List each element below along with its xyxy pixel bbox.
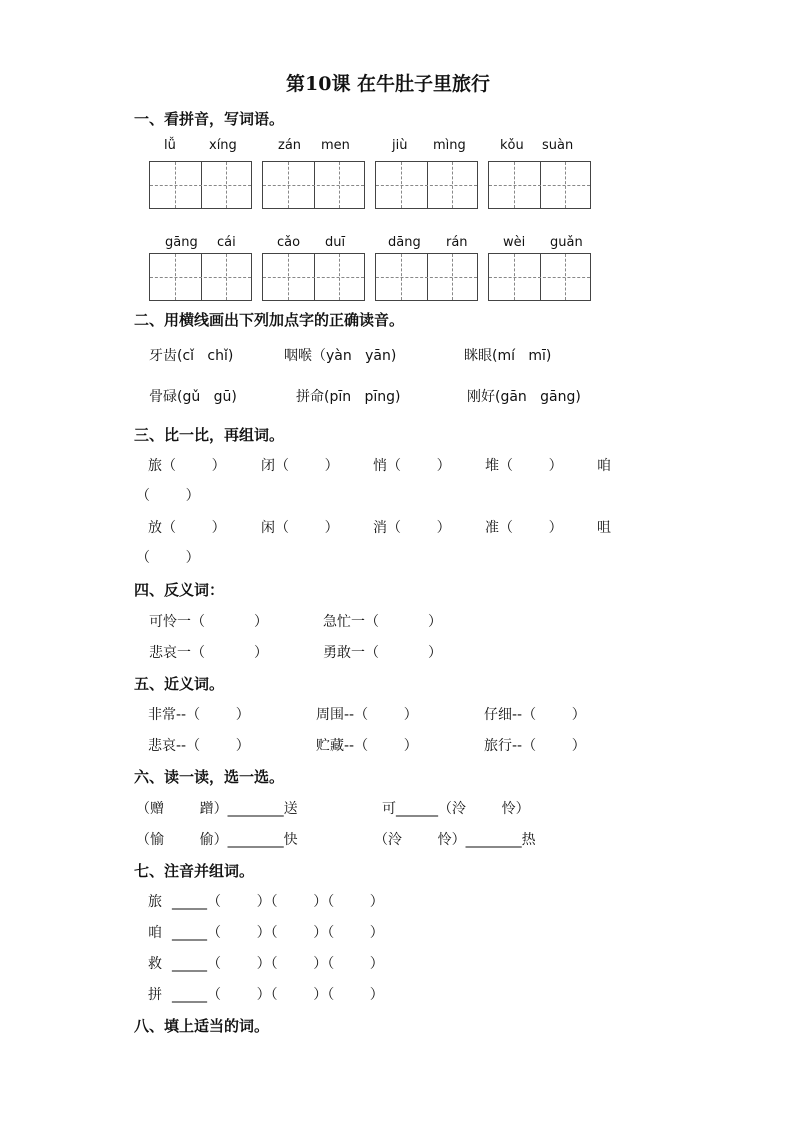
phonetic-char: 咱 — [148, 925, 162, 941]
compare-item[interactable]: 闭（ ） — [261, 458, 339, 474]
synonym-item[interactable]: 非常--（ ） — [148, 707, 250, 723]
compare-item: 咱 — [597, 458, 611, 474]
pinyin-label: zán — [278, 138, 302, 153]
antonym-item[interactable]: 悲哀一（ ） — [149, 645, 268, 661]
synonym-item[interactable]: 旅行--（ ） — [484, 738, 586, 754]
compare-item[interactable]: 堆（ ） — [485, 458, 563, 474]
phonetic-char: 拼 — [148, 987, 162, 1003]
writing-grid[interactable] — [488, 161, 591, 209]
choice-item[interactable]: （赠 蹭）________送 — [136, 801, 298, 817]
phonetic-blanks[interactable]: _____（ ）（ ）（ ） — [172, 956, 384, 972]
compare-item[interactable]: 放（ ） — [148, 520, 226, 536]
reading-item[interactable]: 牙齿(cǐ chǐ) — [149, 348, 234, 364]
synonym-item[interactable]: 仔细--（ ） — [484, 707, 586, 723]
reading-item[interactable]: 骨碌(gǔ gū) — [149, 389, 237, 405]
pinyin-label: kǒu — [500, 138, 524, 153]
reading-item[interactable]: 眯眼(mí mī) — [464, 348, 552, 364]
writing-grid[interactable] — [149, 161, 252, 209]
pinyin-label: wèi — [503, 235, 526, 250]
phonetic-blanks[interactable]: _____（ ）（ ）（ ） — [172, 987, 384, 1003]
pinyin-label: dāng — [388, 235, 421, 250]
section-1-heading: 一、看拼音，写词语。 — [134, 110, 285, 128]
writing-grid[interactable] — [488, 253, 591, 301]
pinyin-label: gāng — [165, 235, 198, 250]
antonym-item[interactable]: 可怜一（ ） — [149, 614, 268, 630]
synonym-item[interactable]: 悲哀--（ ） — [148, 738, 250, 754]
pinyin-label: cái — [217, 235, 236, 250]
section-2-heading: 二、用横线画出下列加点字的正确读音。 — [134, 311, 405, 329]
compare-item[interactable]: 消（ ） — [373, 520, 451, 536]
phonetic-blanks[interactable]: _____（ ）（ ）（ ） — [172, 925, 384, 941]
compare-item[interactable]: （ ） — [136, 488, 200, 504]
compare-item[interactable]: 旅（ ） — [148, 458, 226, 474]
section-5-heading: 五、近义词。 — [134, 675, 225, 693]
choice-item[interactable]: （愉 偷）________快 — [136, 832, 298, 848]
antonym-item[interactable]: 勇敢一（ ） — [323, 645, 442, 661]
writing-grid[interactable] — [262, 253, 365, 301]
phonetic-char: 旅 — [148, 894, 162, 910]
choice-item[interactable]: 可______（泠 怜） — [382, 801, 530, 817]
pinyin-label: suàn — [542, 138, 574, 153]
phonetic-blanks[interactable]: _____（ ）（ ）（ ） — [172, 894, 384, 910]
pinyin-label: lǚ — [164, 138, 176, 153]
writing-grid[interactable] — [375, 253, 478, 301]
pinyin-label: xíng — [209, 138, 237, 153]
compare-item: 咀 — [597, 520, 611, 536]
writing-grid[interactable] — [149, 253, 252, 301]
pinyin-label: guǎn — [550, 235, 583, 250]
pinyin-label: rán — [446, 235, 468, 250]
page-title: 第10课 在牛肚子里旅行 — [286, 73, 491, 95]
synonym-item[interactable]: 周围--（ ） — [316, 707, 418, 723]
phonetic-char: 救 — [148, 956, 162, 972]
compare-item[interactable]: 悄（ ） — [373, 458, 451, 474]
section-7-heading: 七、注音并组词。 — [134, 862, 255, 880]
compare-item[interactable]: 准（ ） — [485, 520, 563, 536]
writing-grid[interactable] — [262, 161, 365, 209]
reading-item[interactable]: 刚好(gān gāng) — [467, 389, 581, 405]
writing-grid[interactable] — [375, 161, 478, 209]
choice-item[interactable]: （泠 怜）________热 — [374, 832, 536, 848]
section-8-heading: 八、填上适当的词。 — [134, 1017, 270, 1035]
pinyin-label: men — [321, 138, 350, 153]
pinyin-label: cǎo — [277, 235, 301, 250]
section-6-heading: 六、读一读，选一选。 — [134, 768, 285, 786]
pinyin-label: jiù — [392, 138, 408, 153]
section-3-heading: 三、比一比，再组词。 — [134, 426, 285, 444]
compare-item[interactable]: （ ） — [136, 550, 200, 566]
antonym-item[interactable]: 急忙一（ ） — [323, 614, 442, 630]
reading-item[interactable]: 咽喉（yàn yān) — [284, 348, 397, 364]
compare-item[interactable]: 闲（ ） — [261, 520, 339, 536]
synonym-item[interactable]: 贮藏--（ ） — [316, 738, 418, 754]
pinyin-label: duī — [325, 235, 346, 250]
section-4-heading: 四、反义词： — [134, 581, 225, 599]
reading-item[interactable]: 拼命(pīn pīng) — [296, 389, 401, 405]
pinyin-label: mìng — [433, 138, 466, 153]
